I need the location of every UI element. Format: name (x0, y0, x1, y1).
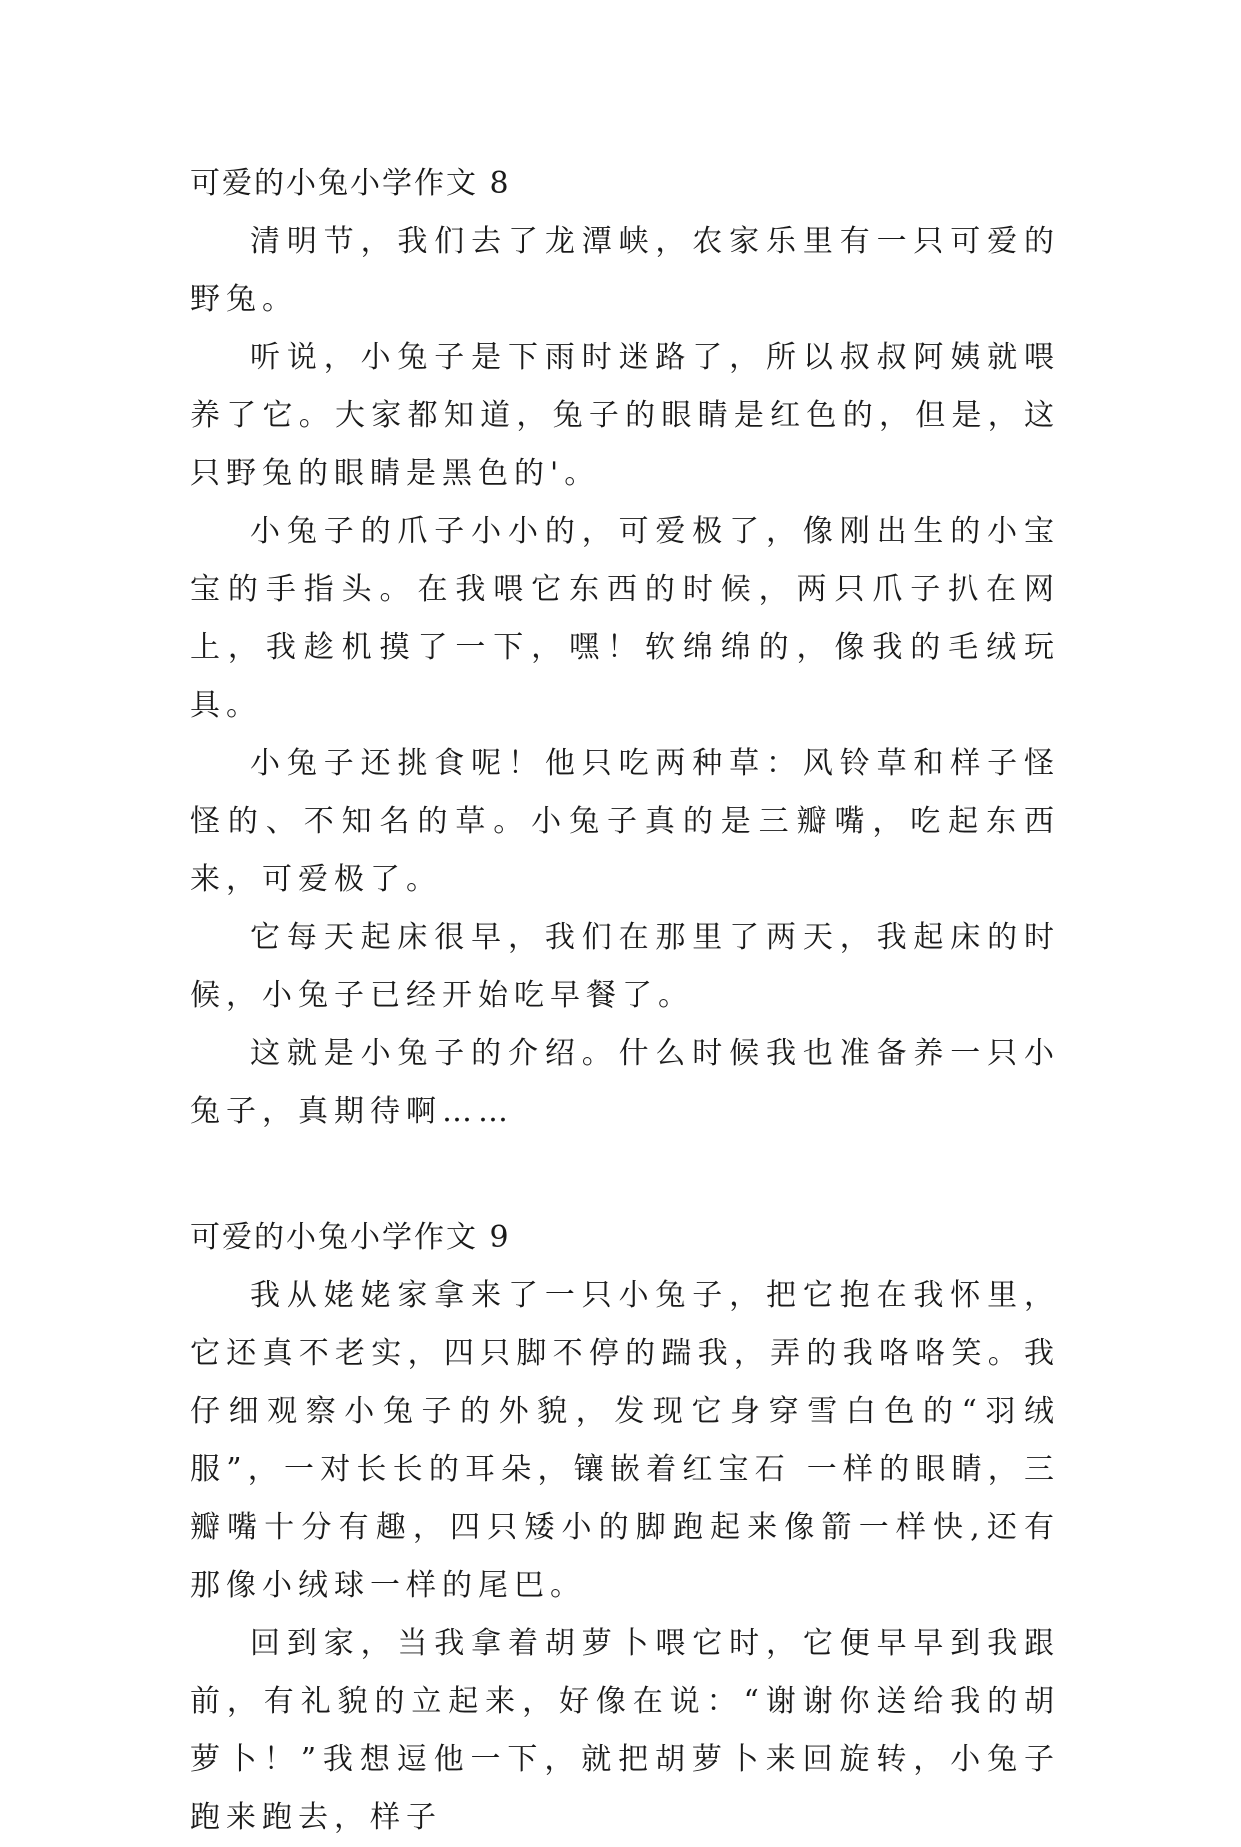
paragraph: 我从姥姥家拿来了一只小兔子，把它抱在我怀里，它还真不老实，四只脚不停的踹我，弄的我咯咯笑。我仔细观察小兔子的外貌，发现它身穿雪白色的“羽绒服”，一对长长的耳朵，镶嵌着红宝石 一样的眼睛，三瓣嘴十分有趣，四只矮小的脚跑起来像箭一样快,还有那像小绒球一样的尾巴。 (190, 1278, 1060, 1603)
paragraph: 它每天起床很早，我们在那里了两天，我起床的时候，小兔子已经开始吃早餐了。 (190, 920, 1060, 1013)
essay-title: 可爱的小兔小学作文 8 (190, 166, 511, 201)
paragraph: 听说，小兔子是下雨时迷路了，所以叔叔阿姨就喂养了它。大家都知道，兔子的眼睛是红色的，但是，这只野兔的眼睛是黑色的'。 (190, 340, 1060, 491)
essay-9 (190, 1209, 1060, 1847)
paragraph: 这就是小兔子的介绍。什么时候我也准备养一只小兔子，真期待啊…… (190, 1036, 1060, 1129)
essay-title: 可爱的小兔小学作文 9 (190, 1220, 511, 1255)
essay-8 (190, 155, 1060, 1141)
document-page (190, 155, 1060, 1847)
paragraph: 小兔子还挑食呢！他只吃两种草：风铃草和样子怪怪的、不知名的草。小兔子真的是三瓣嘴，吃起东西来，可爱极了。 (190, 746, 1060, 897)
paragraph: 小兔子的爪子小小的，可爱极了，像刚出生的小宝宝的手指头。在我喂它东西的时候，两只爪子扒在网上，我趁机摸了一下，嘿！软绵绵的，像我的毛绒玩具。 (190, 514, 1060, 723)
paragraph: 回到家，当我拿着胡萝卜喂它时，它便早早到我跟前，有礼貌的立起来，好像在说：“谢谢你送给我的胡萝卜！”我想逗他一下，就把胡萝卜来回旋转，小兔子跑来跑去，样子 (190, 1626, 1060, 1835)
paragraph: 清明节，我们去了龙潭峡，农家乐里有一只可爱的野兔。 (190, 224, 1060, 317)
